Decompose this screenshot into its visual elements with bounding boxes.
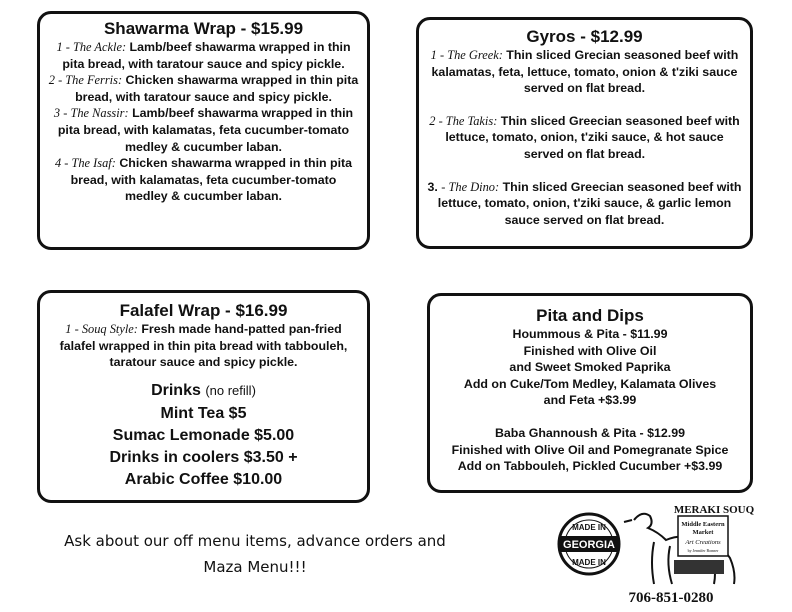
pita-line: Hoummous & Pita - $11.99 — [512, 327, 668, 341]
svg-text:Art Creations: Art Creations — [685, 539, 721, 546]
gyros-item-2: 2 - The Takis: Thin sliced Greecian seasoned beef with lettuce, tomato, onion, t'ziki sauce, & hot sauce served on flat bread. — [429, 113, 740, 161]
market-sign — [678, 516, 728, 556]
pita-line: and Sweet Smoked Paprika — [509, 360, 671, 375]
svg-text:by Jennifer Bonner: by Jennifer Bonner — [687, 548, 719, 553]
off-menu-note — [50, 528, 460, 580]
drink-item: Arabic Coffee $10.00 — [124, 470, 283, 488]
off-menu-note-line-2: Maza Menu!!! — [203, 558, 307, 576]
svg-text:Middle Eastern: Middle Eastern — [681, 521, 725, 528]
meraki-souq-logo — [554, 502, 784, 587]
shawarma-item-1: 1 - The Ackle: Lamb/beef shawarma wrapped in thin pita bread, with taratour sauce and spicy pickle. — [56, 40, 351, 71]
gyros-item-1: 1 - The Greek: Thin sliced Grecian seasoned beef with kalamatas, feta, lettuce, tomato, onion & t'ziki sauce served on flat bread. — [430, 48, 739, 96]
falafel-title: Falafel Wrap - $16.99 — [119, 301, 288, 320]
logo-graphic — [554, 502, 784, 587]
shawarma-item-3: 3 - The Nassir: Lamb/beef shawarma wrapped in thin pita bread, with kalamatas, feta cucumber-tomato medley & cucumber laban. — [53, 106, 354, 154]
pita-line: Baba Ghannoush & Pita - $12.99 — [494, 425, 686, 440]
drink-item: Sumac Lemonade $5.00 — [112, 426, 295, 444]
pita-line: Finished with Olive Oil — [523, 343, 657, 358]
drink-item: Mint Tea $5 — [160, 404, 247, 422]
svg-text:GEORGIA: GEORGIA — [563, 539, 615, 551]
brand-name: MERAKI SOUQ — [673, 504, 755, 516]
svg-text:MADE IN: MADE IN — [572, 523, 606, 532]
pita-line: Add on Tabbouleh, Pickled Cucumber +$3.99 — [457, 459, 723, 474]
pita-title: Pita and Dips — [536, 306, 644, 325]
falafel-item-1: 1 - Souq Style: Fresh made hand-patted pan-fried falafel wrapped in thin pita bread with tabbouleh, taratour sauce and spicy pickle. — [59, 322, 348, 370]
gyros-item-3: 3. - The Dino: Thin sliced Greecian seasoned beef with lettuce, tomato, onion, t'ziki sauce, & garlic lemon sauce served on flat bread. — [427, 179, 742, 227]
pita-line: Add on Cuke/Tom Medley, Kalamata Olives — [463, 376, 717, 391]
shawarma-menu-box — [37, 11, 370, 250]
drinks-note: (no refill) — [205, 382, 256, 398]
svg-text:Market: Market — [692, 529, 714, 536]
made-in-georgia-badge — [559, 514, 619, 574]
phone-number: 706-851-0280 — [628, 590, 714, 606]
pita-line: Finished with Olive Oil and Pomegranate Spice — [451, 442, 729, 457]
pita-line: and Feta +$3.99 — [543, 393, 637, 408]
falafel-drinks-box — [37, 290, 370, 503]
shawarma-item-4: 4 - The Isaf: Chicken shawarma wrapped in thin pita bread, with kalamatas, feta cucumber-tomato medley & cucumber laban. — [54, 156, 353, 204]
off-menu-note-line-1: Ask about our off menu items, advance orders and — [64, 532, 446, 550]
camel-blanket — [674, 560, 724, 574]
shawarma-title: Shawarma Wrap - $15.99 — [103, 19, 304, 38]
shawarma-item-2: 2 - The Ferris: Chicken shawarma wrapped in thin pita bread, with taratour sauce and spicy pickle. — [48, 73, 359, 104]
pita-dips-box — [427, 293, 753, 493]
drinks-heading: Drinks (no refill) — [151, 381, 256, 399]
gyros-menu-box — [416, 17, 753, 249]
gyros-title: Gyros - $12.99 — [526, 27, 643, 46]
svg-text:MADE IN: MADE IN — [572, 558, 606, 567]
drink-item: Drinks in coolers $3.50 + — [109, 448, 298, 466]
shawarma-items — [48, 39, 359, 205]
